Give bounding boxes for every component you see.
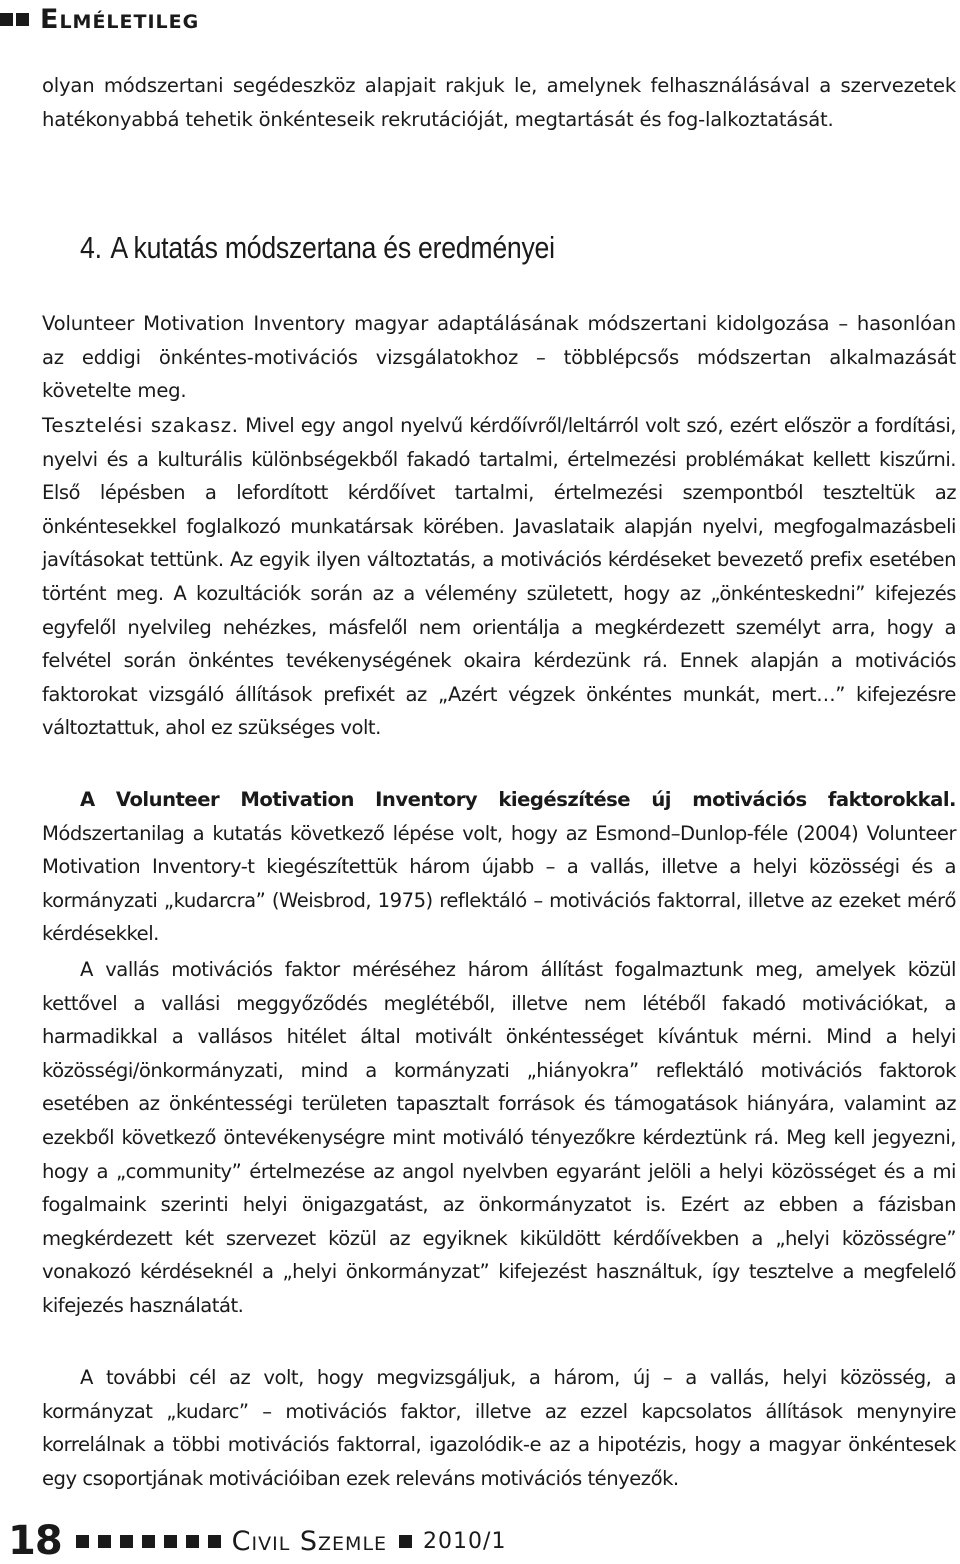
footer-square-icon bbox=[120, 1535, 133, 1548]
footer-square-icon bbox=[76, 1535, 89, 1548]
footer-square-icon bbox=[208, 1535, 221, 1548]
journal-name: Civil Szemle bbox=[231, 1525, 388, 1557]
page-footer bbox=[8, 1518, 507, 1564]
section-number: 4. bbox=[80, 230, 102, 265]
section-title: Elméletileg bbox=[40, 3, 200, 35]
intro-paragraph: olyan módszertani segédeszköz alapjait rakjuk le, amelynek felhasználásával a szervezetek hatékonyabbá tehetik önkénteseik rekrutációját, megtartását és fog-lalkoztatását. bbox=[42, 74, 956, 131]
paragraph-religion: A vallás motivációs faktor méréséhez három állítást fogalmaztunk meg, amelyek közül kettővel a vallási meggyőződés meglétéből, illetve nem létéből fakadó motivációkat, a harmadikkal a vallásos hitélet által motivált önkéntességet kívántuk mérni. Mind a helyi közösségi/önkormányzati, mind a kormányzati „hiányokra” reflektáló motivációs faktorok esetében az önkéntességi területen tapasztalt források és támogatások hiányára, valamint az ezekből következő öntevékenységre mint motiváló tényezőkre kérdeztünk rá. Meg kell jegyezni, hogy a „community” értelmezése az angol nyelvben egyaránt jelöli a helyi közösséget és a mi fogalmaink szerinti helyi önigazgatást, az önkormányzatot is. Ezért az ebben a fázisban megkérdezett két szervezet közül az egyiknek kiküldött kérdőívekben a „helyi közösségre” vonakozó kérdéseknél a „helyi önkormányzat” kifejezést használtuk, így tesztelve a megfelelő kifejezés használatát. bbox=[42, 958, 956, 1317]
paragraph-goal: A további cél az volt, hogy megvizsgáljuk, a három, új – a vallás, helyi közösség, a kormányzat „kudarc” – motivációs faktor, illetve az ezzel kapcsolatos állítások menynyire korrelálnak a többi motivációs faktorral, igazolódik-e az a hipotézis, hogy a magyar önkéntesek egy csoportjának motivációiban ezek releváns motivációs tényezők. bbox=[42, 1366, 956, 1490]
header-square-icon bbox=[16, 13, 29, 26]
footer-square-icon bbox=[98, 1535, 111, 1548]
section-heading-text: A kutatás módszertana és eredményei bbox=[110, 230, 555, 265]
supplement-lead: A Volunteer Motivation Inventory kiegészítése új motivációs faktorokkal. bbox=[80, 788, 956, 811]
footer-square-icon bbox=[399, 1535, 412, 1548]
footer-square-icon bbox=[142, 1535, 155, 1548]
page-number: 18 bbox=[8, 1518, 62, 1564]
footer-square-icon bbox=[186, 1535, 199, 1548]
paragraph-vmi: Volunteer Motivation Inventory magyar adaptálásának módszertani kidolgozása – hasonlóan az eddigi önkéntes-motivációs vizsgálatokhoz – többlépcsős módszertan alkalmazását követelte meg. bbox=[42, 312, 956, 403]
section-heading bbox=[80, 230, 555, 266]
testing-text: Mivel egy angol nyelvű kérdőívről/leltárról volt szó, ezért először a fordítási, nyelvi és a kulturális különbségekből fakadó tartalmi, értelmezési problémákat kellett kiszűrni. Első lépésben a lefordított kérdőívet tartalmi, értelmezési szempontból teszteltük az önkéntesekkel foglalkozó munkatársak körében. Javaslataik alapján nyelvi, megfogalmazásbeli javításokat tettünk. Az egyik ilyen változtatás, a motivációs kérdéseket bevezető prefix esetében történt meg. A kozultációk során az a vélemény született, hogy az „önkénteskedni” kifejezés egyfelől nyelvileg nehézkes, másfelől nem orientálja a megkérdezett személyt arra, hogy a felvétel során önkéntes tevékenységének okaira kérdezünk rá. Ennek alapján a motivációs faktorokat vizsgáló állítások prefixét az „Azért végzek önkéntes munkát, mert…” kifejezésre változtattuk, ahol ez szükséges volt. bbox=[42, 414, 956, 740]
footer-square-icon bbox=[164, 1535, 177, 1548]
paragraph-supplement bbox=[42, 783, 956, 951]
issue-number: 2010/1 bbox=[423, 1528, 507, 1554]
header-square-icon bbox=[0, 13, 13, 26]
running-header bbox=[0, 2, 199, 36]
testing-lead: Tesztelési szakasz. bbox=[42, 414, 239, 437]
paragraph-testing bbox=[42, 409, 956, 745]
supplement-text: Módszertanilag a kutatás következő lépése volt, hogy az Esmond–Dunlop-féle (2004) Volunteer Motivation Inventory-t kiegészítettük három újabb – a vallás, illetve a helyi közösségi és a kormányzati „kudarcra” (Weisbrod, 1975) reflektáló – motivációs faktorral, illetve az ezeket mérő kérdésekkel. bbox=[42, 821, 956, 946]
